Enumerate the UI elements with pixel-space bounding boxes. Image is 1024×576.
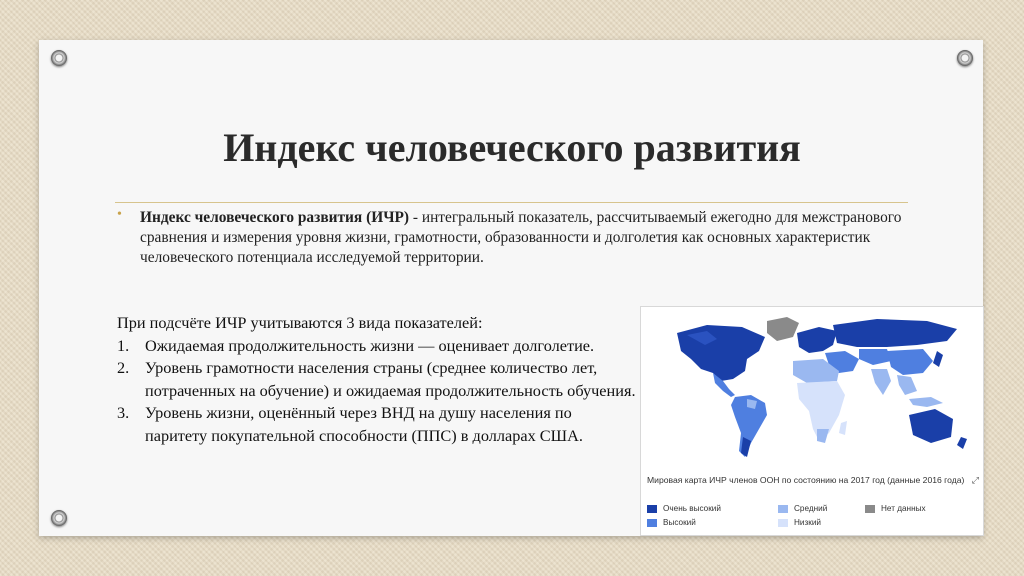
pin-icon [51, 510, 67, 526]
title-divider [115, 202, 908, 203]
legend-item [865, 504, 926, 513]
pin-icon [957, 50, 973, 66]
legend-swatch [865, 505, 875, 513]
slide-title: Индекс человеческого развития [223, 125, 801, 170]
list-item [117, 335, 637, 358]
legend-swatch [778, 505, 788, 513]
hdi-map-panel [640, 306, 984, 536]
list-item-number: 2. [117, 358, 130, 377]
list-item-text: Ожидаемая продолжительность жизни — оценивает долголетие. [145, 335, 595, 355]
intro-definition: - интегральный показатель, рассчитываемый ежегодно для межстранового сравнения и измерения уровня жизни, грамотности, образованности и долголетия как основных характеристик человеческого потенциала исследуемой территории. [140, 209, 902, 266]
legend-label: Очень высокий [663, 504, 721, 513]
list-item-text: Уровень жизни, оценённый через ВНД на душу населения по паритету покупательной способности (ППС) в долларах США. [145, 403, 583, 445]
intro-paragraph [140, 208, 930, 268]
world-hdi-map [647, 311, 977, 471]
legend-label: Низкий [794, 518, 821, 527]
pin-icon [51, 50, 67, 66]
list-item [117, 357, 637, 402]
indicators-list [117, 335, 637, 448]
list-heading: При подсчёте ИЧР учитываются 3 вида показателей: [117, 313, 483, 332]
indicators-block [117, 312, 637, 447]
list-item-text: Уровень грамотности населения страны (среднее количество лет, потраченных на обучение) и ожидаемая продолжительность обучения. [145, 358, 636, 400]
legend-label: Высокий [663, 518, 696, 527]
legend-item [778, 518, 821, 527]
legend-label: Нет данных [881, 504, 926, 513]
map-caption: Мировая карта ИЧР членов ООН по состоянию на 2017 год (данные 2016 года) [647, 475, 965, 485]
legend-swatch [778, 519, 788, 527]
list-item [117, 402, 637, 447]
intro-term: Индекс человеческого развития (ИЧР) [140, 209, 410, 226]
bullet-icon: • [117, 207, 122, 222]
legend-item [647, 504, 721, 513]
legend-swatch [647, 519, 657, 527]
list-item-number: 1. [117, 335, 130, 355]
list-item-number: 3. [117, 403, 130, 422]
enlarge-icon[interactable]: ⤢ [971, 475, 979, 485]
legend-label: Средний [794, 504, 828, 513]
legend-item [778, 504, 827, 513]
legend-item [647, 518, 696, 527]
legend-swatch [647, 505, 657, 513]
